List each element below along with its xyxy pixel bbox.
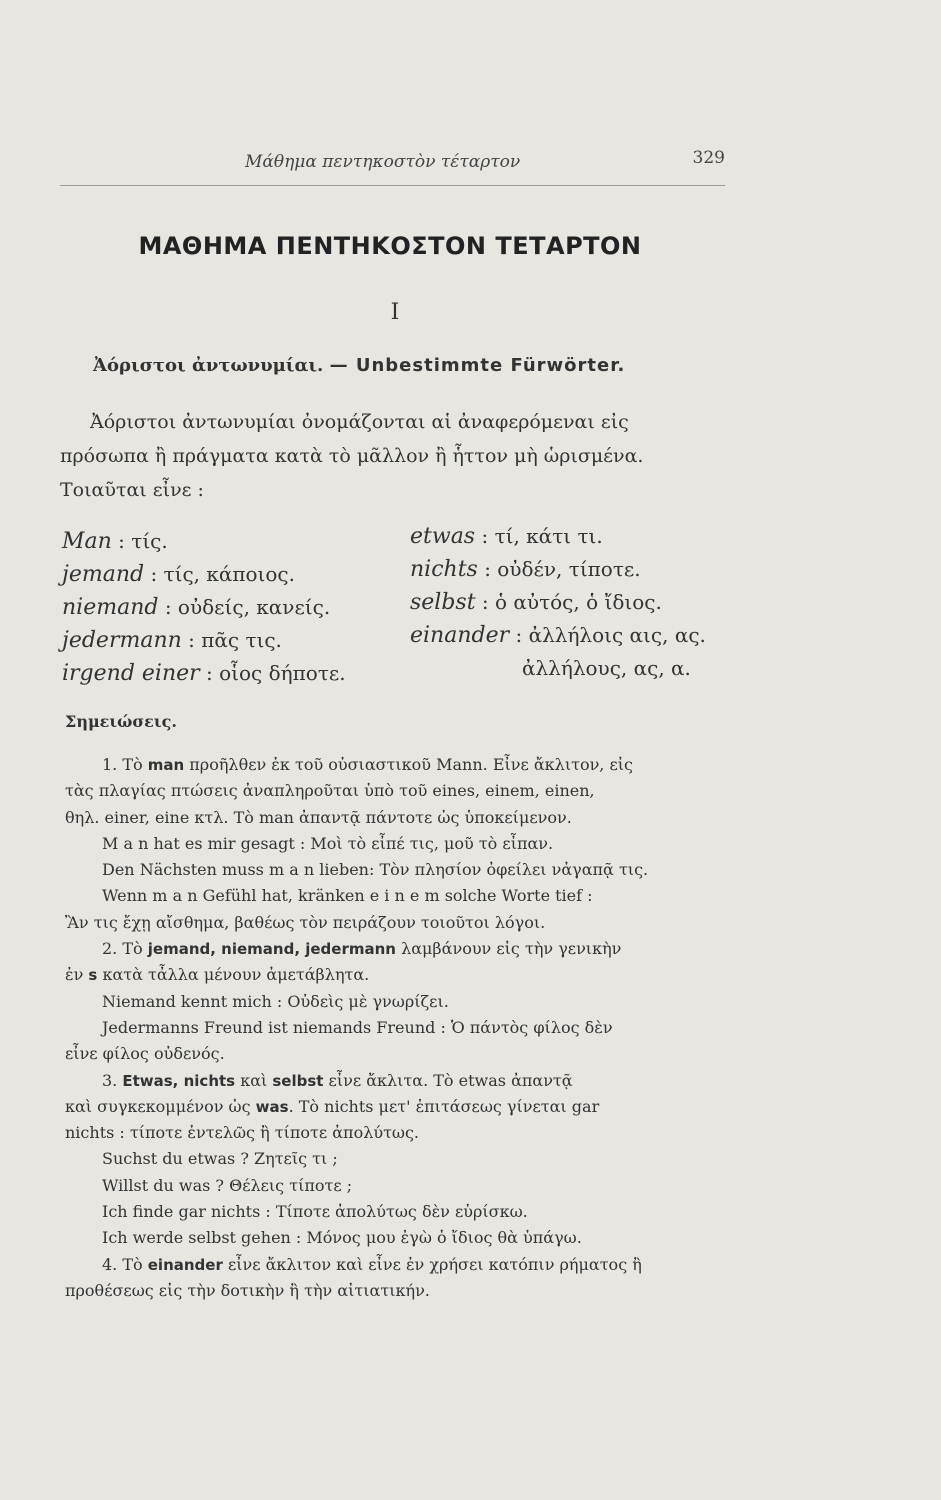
pronoun-entry — [62, 558, 346, 591]
note-keyword: Etwas, nichts — [122, 1071, 236, 1090]
running-header — [60, 148, 725, 178]
pronoun-term: selbst — [410, 590, 476, 615]
pronoun-entry — [62, 624, 346, 657]
note-text: καὶ — [240, 1070, 268, 1090]
pronoun-term: Man — [62, 529, 112, 554]
pronoun-term: irgend einer — [62, 661, 200, 686]
note-line: τὰς πλαγίας πτώσεις ἀναπληροῦται ὑπὸ τοῦ eines, einem, einen, — [65, 781, 595, 801]
note-line: Wenn m a n Gefühl hat, kränken e i n e m solche Worte tief : — [102, 886, 593, 906]
section-heading-greek: Ἀόριστοι ἀντωνυμίαι. — [93, 355, 324, 376]
intro-line: Τοιαῦται εἶνε : — [60, 479, 204, 501]
note-keyword: was — [255, 1097, 289, 1116]
note-line: θηλ. einer, eine κτλ. Τὸ man ἀπαντᾷ πάντοτε ὡς ὑποκείμενον. — [65, 807, 572, 827]
note-keyword: s — [88, 966, 98, 985]
pronoun-meaning: : ὁ αὐτός, ὁ ἴδιος. — [481, 590, 662, 614]
note-keyword: selbst — [272, 1071, 324, 1090]
pronoun-entry — [410, 619, 706, 652]
pronoun-meaning: : πᾶς τις. — [188, 628, 282, 652]
pronoun-term: nichts — [410, 557, 478, 582]
note-line: Ich werde selbst gehen : Μόνος μου ἐγὼ ὁ ἴδιος θὰ ὑπάγω. — [102, 1228, 582, 1248]
note-text: ἐν — [65, 965, 84, 985]
note-line: εἶνε φίλος οὐδενός. — [65, 1044, 225, 1064]
pronoun-meaning: : τίς, κάποιος. — [150, 562, 295, 586]
pronoun-entry — [410, 553, 706, 586]
notes-heading: Σημειώσεις. — [65, 712, 177, 731]
header-rule — [60, 185, 725, 186]
pronoun-term: jemand — [62, 562, 145, 587]
note-line — [65, 962, 745, 988]
note-keyword: man — [147, 756, 185, 774]
note-line: Ἂν τις ἔχῃ αἴσθημα, βαθέως τὸν πειράζουν τοιοῦτοι λόγοι. — [65, 912, 546, 932]
note-line — [65, 1068, 745, 1094]
pronoun-entry — [62, 657, 346, 690]
intro-line: Ἀόριστοι ἀντωνυμίαι ὀνομάζονται αἱ ἀναφερόμεναι εἰς — [90, 411, 629, 433]
note-keyword: jemand, niemand, jedermann — [147, 940, 396, 959]
note-text: κατὰ τἆλλα μένουν ἀμετάβλητα. — [102, 965, 370, 985]
page-number: 329 — [692, 148, 725, 168]
section-numeral: I — [390, 300, 400, 325]
note-line: Niemand kennt mich : Οὐδεὶς μὲ γνωρίζει. — [102, 991, 449, 1011]
section-heading — [93, 355, 625, 376]
pronoun-term: einander — [410, 623, 510, 648]
pronoun-entry — [410, 652, 706, 684]
note-text: 2. Τὸ — [102, 939, 143, 959]
pronoun-meaning: : ἀλλήλοις αις, ας. — [515, 623, 706, 647]
note-text: εἶνε ἄκλιτα. Τὸ etwas ἀπαντᾷ — [328, 1070, 573, 1090]
note-text: καὶ συγκεκομμένον ὡς — [65, 1096, 251, 1116]
note-line: προθέσεως εἰς τὴν δοτικὴν ἢ τὴν αἰτιατικήν. — [65, 1280, 430, 1300]
pronoun-entry — [410, 520, 706, 553]
note-line: nichts : τίποτε ἐντελῶς ἢ τίποτε ἀπολύτως. — [65, 1123, 420, 1143]
note-line: Den Nächsten muss m a n lieben: Τὸν πλησίον ὀφείλει νἀγαπᾷ τις. — [102, 860, 649, 880]
note-text: 4. Τὸ — [102, 1254, 143, 1274]
pronoun-meaning: : οὐδείς, κανείς. — [164, 595, 331, 619]
pronoun-term: jedermann — [62, 628, 182, 653]
intro-paragraph — [60, 405, 740, 507]
pronoun-meaning: : οἷος δήποτε. — [206, 661, 346, 685]
notes-body — [65, 752, 745, 1304]
pronoun-list-right — [410, 520, 706, 684]
note-line — [65, 1252, 745, 1278]
pronoun-list-left — [62, 525, 346, 690]
note-line: M a n hat es mir gesagt : Μοὶ τὸ εἶπέ τις, μοῦ τὸ εἶπαν. — [102, 833, 554, 853]
pronoun-entry — [62, 591, 346, 624]
intro-line: πρόσωπα ἢ πράγματα κατὰ τὸ μᾶλλον ἢ ἧττον μὴ ὡρισμένα. — [60, 445, 644, 467]
note-line: Ich finde gar nichts : Τίποτε ἀπολύτως δὲν εὑρίσκω. — [102, 1202, 528, 1222]
note-line: Willst du was ? Θέλεις τίποτε ; — [102, 1175, 353, 1195]
note-line — [65, 1094, 745, 1120]
note-line — [65, 752, 745, 778]
running-title: Μάθημα πεντηκοστὸν τέταρτον — [245, 152, 521, 172]
pronoun-meaning: : τίς. — [118, 529, 168, 553]
note-text: 1. Τὸ — [102, 755, 143, 774]
pronoun-meaning: ἀλλήλους, ας, α. — [522, 656, 691, 680]
note-line — [65, 936, 745, 962]
note-line: Suchst du etwas ? Ζητεῖς τι ; — [102, 1149, 338, 1169]
pronoun-meaning: : οὐδέν, τίποτε. — [484, 557, 641, 581]
lesson-title: ΜΑΘΗΜΑ ΠΕΝΤΗΚΟΣΤΟΝ ΤΕΤΑΡΤΟΝ — [138, 232, 642, 260]
pronoun-entry — [410, 586, 706, 619]
note-text: εἶνε ἄκλιτον καὶ εἶνε ἐν χρήσει κατόπιν ρήματος ἢ — [227, 1254, 642, 1274]
pronoun-entry — [62, 525, 346, 558]
note-text: λαμβάνουν εἰς τὴν γενικὴν — [401, 939, 622, 959]
note-text: προῆλθεν ἐκ τοῦ οὐσιαστικοῦ Mann. Εἶνε ἄκλιτον, εἰς — [189, 755, 633, 774]
note-keyword: einander — [147, 1255, 223, 1274]
note-line: Jedermanns Freund ist niemands Freund : Ὁ πάντὸς φίλος δὲν — [102, 1017, 613, 1037]
section-heading-german: — Unbestimmte Fürwörter. — [329, 355, 626, 376]
note-text: . Τὸ nichts μετ' ἐπιτάσεως γίνεται gar — [288, 1096, 600, 1116]
pronoun-term: etwas — [410, 524, 476, 549]
pronoun-term: niemand — [62, 595, 159, 620]
note-text: 3. — [102, 1070, 118, 1090]
pronoun-meaning: : τί, κάτι τι. — [481, 524, 603, 548]
